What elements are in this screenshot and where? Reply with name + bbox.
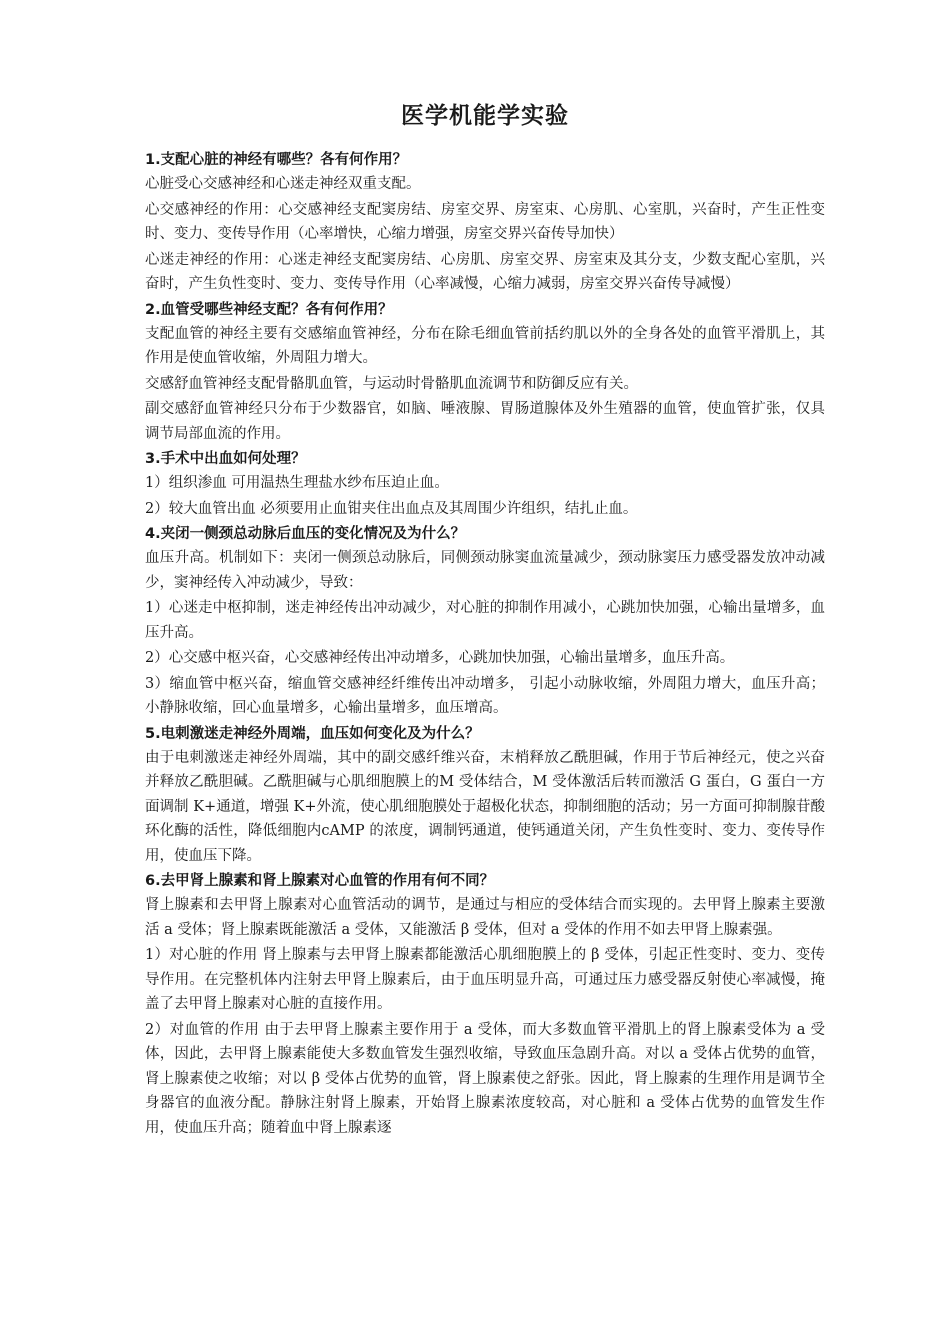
- section-heading: 2.血管受哪些神经支配？各有何作用？: [145, 301, 393, 318]
- section-5: [145, 722, 825, 869]
- section-3: [145, 447, 825, 521]
- paragraph: 3）缩血管中枢兴奋，缩血管交感神经纤维传出冲动增多， 引起小动脉收缩，外周阻力增大，血压升高；小静脉收缩，回心血量增多，心输出量增多，血压增高。: [145, 675, 825, 716]
- paragraph: 交感舒血管神经支配骨骼肌血管，与运动时骨骼肌血流调节和防御反应有关。: [145, 375, 638, 392]
- paragraph: 副交感舒血管神经只分布于少数器官，如脑、唾液腺、胃肠道腺体及外生殖器的血管，使血管扩张，仅具调节局部血流的作用。: [145, 401, 825, 442]
- section-2: [145, 298, 825, 447]
- document-title: 医学机能学实验: [401, 103, 569, 129]
- section-heading: 1.支配心脏的神经有哪些？各有何作用？: [145, 152, 408, 168]
- section-4: [145, 522, 825, 721]
- paragraph: 心迷走神经的作用：心迷走神经支配窦房结、心房肌、房室交界、房室束及其分支，少数支配心室肌，兴奋时，产生负性变时、变力、变传导作用（心率减慢，心缩力减弱，房室交界兴奋传导减慢）: [145, 251, 825, 292]
- paragraph: 2）对血管的作用 由于去甲肾上腺素主要作用于 a 受体，而大多数血管平滑肌上的肾上腺素受体为 a 受体，因此，去甲肾上腺素能使大多数血管发生强烈收缩，导致血压急剧升高。对以 a 受体占优势的血管，肾上腺素使之收缩；对以 β 受体占优势的血管，肾上腺素使之舒张。因此，肾上腺素的生理作用是调节全身器官的血液分配。静脉注射肾上腺素，开始肾上腺素浓度较高，对心脏和 a 受体占优势的血管发生作用，使血压升高；随着血中肾上腺素逐: [145, 1021, 825, 1136]
- section-heading: 5.电刺激迷走神经外周端，血压如何变化及为什么？: [145, 725, 480, 742]
- paragraph: 血压升高。机制如下：夹闭一侧颈总动脉后，同侧颈动脉窦血流量减少，颈动脉窦压力感受器发放冲动减少，窦神经传入冲动减少，导致：: [145, 550, 825, 591]
- section-heading: 4.夹闭一侧颈总动脉后血压的变化情况及为什么？: [145, 526, 466, 542]
- document-page: [145, 100, 825, 1141]
- section-1: [145, 148, 825, 297]
- paragraph: 2）较大血管出血 必须要用止血钳夹住出血点及其周围少许组织，结扎止血。: [145, 500, 638, 517]
- section-6: [145, 869, 825, 1140]
- paragraph: 2）心交感中枢兴奋，心交感神经传出冲动增多，心跳加快加强，心输出量增多，血压升高。: [145, 650, 735, 666]
- paragraph: 心交感神经的作用：心交感神经支配窦房结、房室交界、房室束、心房肌、心室肌，兴奋时，产生正性变时、变力、变传导作用（心率增快，心缩力增强，房室交界兴奋传导加快）: [145, 201, 825, 242]
- section-heading: 6.去甲肾上腺素和肾上腺素对心血管的作用有何不同？: [145, 873, 495, 889]
- paragraph: 肾上腺素和去甲肾上腺素对心血管活动的调节，是通过与相应的受体结合而实现的。去甲肾上腺素主要激活 a 受体；肾上腺素既能激活 a 受体，又能激活 β 受体，但对 a 受体的作用不如去甲肾上腺素强。: [145, 897, 825, 938]
- paragraph: 心脏受心交感神经和心迷走神经双重支配。: [145, 176, 421, 192]
- paragraph: 由于电刺激迷走神经外周端，其中的副交感纤维兴奋，末梢释放乙酰胆碱，作用于节后神经元，使之兴奋并释放乙酰胆碱。乙酰胆碱与心肌细胞膜上的M 受体结合，M 受体激活后转而激活 G 蛋白，G 蛋白一方面调制 K+通道，增强 K+外流，使心肌细胞膜处于超极化状态，抑制细胞的活动；另一方面可抑制腺苷酸环化酶的活性，降低细胞内cAMP 的浓度，调制钙通道，使钙通道关闭，产生负性变时、变力、变传导作用，使血压下降。: [145, 749, 825, 864]
- paragraph: 1）心迷走中枢抑制，迷走神经传出冲动减少，对心脏的抑制作用减小，心跳加快加强，心输出量增多，血压升高。: [145, 600, 825, 641]
- section-heading: 3.手术中出血如何处理？: [145, 451, 306, 467]
- paragraph: 1）组织渗血 可用温热生理盐水纱布压迫止血。: [145, 475, 449, 491]
- paragraph: 1）对心脏的作用 肾上腺素与去甲肾上腺素都能激活心肌细胞膜上的 β 受体，引起正性变时、变力、变传导作用。在完整机体内注射去甲肾上腺素后，由于血压明显升高，可通过压力感受器反射使心率减慢，掩盖了去甲肾上腺素对心脏的直接作用。: [145, 947, 825, 1012]
- paragraph: 支配血管的神经主要有交感缩血管神经，分布在除毛细血管前括约肌以外的全身各处的血管平滑肌上，其作用是使血管收缩，外周阻力增大。: [145, 325, 825, 366]
